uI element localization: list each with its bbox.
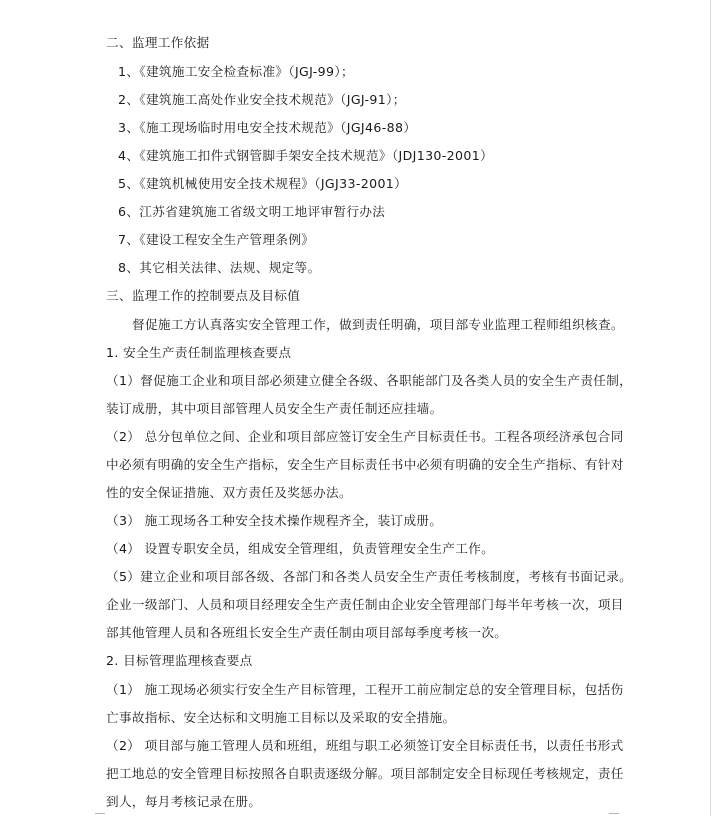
paragraph-line: 到人，每月考核记录在册。 — [106, 794, 262, 809]
list-item: 1、《建筑施工安全检查标准》（JGJ-99）； — [118, 64, 354, 79]
subsection-heading: 1. 安全生产责任制监理核查要点 — [106, 345, 292, 360]
paragraph-line: （2） 总分包单位之间、企业和项目部应签订安全生产目标责任书。工程各项经济承包合同 — [106, 429, 624, 444]
list-item: 2、《建筑施工高处作业安全技术规范》（JGJ-91）； — [118, 92, 406, 107]
paragraph-line: 装订成册，其中项目部管理人员安全生产责任制还应挂墙。 — [106, 401, 443, 416]
paragraph-line: 中必须有明确的安全生产指标，安全生产目标责任书中必须有明确的安全生产指标、有针对 — [106, 457, 624, 472]
list-item: 7、《建设工程安全生产管理条例》 — [118, 232, 315, 247]
paragraph-line: （5）建立企业和项目部各级、各部门和各类人员安全生产责任考核制度，考核有书面记录。 — [106, 569, 633, 584]
paragraph-line: 企业一级部门、人员和项目经理安全生产责任制由企业安全管理部门每半年考核一次，项目 — [106, 597, 624, 612]
paragraph-line: （1）督促施工企业和项目部必须建立健全各级、各职能部门及各类人员的安全生产责任制， — [106, 373, 633, 388]
subsection-heading: 2. 目标管理监理核查要点 — [106, 653, 253, 668]
section-heading: 三、监理工作的控制要点及目标值 — [106, 288, 301, 303]
paragraph-line: （3） 施工现场各工种安全技术操作规程齐全，装订成册。 — [106, 513, 443, 528]
list-item: 8、其它相关法律、法规、规定等。 — [118, 260, 321, 275]
page-edge — [710, 0, 711, 816]
section-heading: 二、监理工作依据 — [106, 35, 210, 50]
paragraph-line: （1） 施工现场必须实行安全生产目标管理，工程开工前应制定总的安全管理目标，包括伤 — [106, 682, 624, 697]
margin-mark-left — [95, 813, 105, 814]
list-item: 5、《建筑机械使用安全技术规程》（JGJ33-2001） — [118, 176, 408, 191]
paragraph-line: 把工地总的安全管理目标按照各自职责逐级分解。项目部制定安全目标现任考核规定，责任 — [106, 766, 624, 781]
margin-mark-right — [609, 813, 619, 814]
paragraph-line: 性的安全保证措施、双方责任及奖惩办法。 — [106, 485, 352, 500]
paragraph-line: 部其他管理人员和各班组长安全生产责任制由项目部每季度考核一次。 — [106, 625, 508, 640]
list-item: 6、江苏省建筑施工省级文明工地评审暂行办法 — [118, 204, 386, 219]
paragraph: 督促施工方认真落实安全管理工作，做到责任明确，项目部专业监理工程师组织核查。 — [132, 317, 624, 332]
paragraph-line: （4） 设置专职安全员，组成安全管理组，负责管理安全生产工作。 — [106, 541, 495, 556]
paragraph-line: （2） 项目部与施工管理人员和班组，班组与职工必须签订安全目标责任书，以责任书形式 — [106, 738, 624, 753]
list-item: 4、《建筑施工扣件式钢管脚手架安全技术规范》（JDJ130-2001） — [118, 148, 494, 163]
paragraph-line: 亡事故指标、安全达标和文明施工目标以及采取的安全措施。 — [106, 710, 456, 725]
list-item: 3、《施工现场临时用电安全技术规范》（JGJ46-88） — [118, 120, 417, 135]
